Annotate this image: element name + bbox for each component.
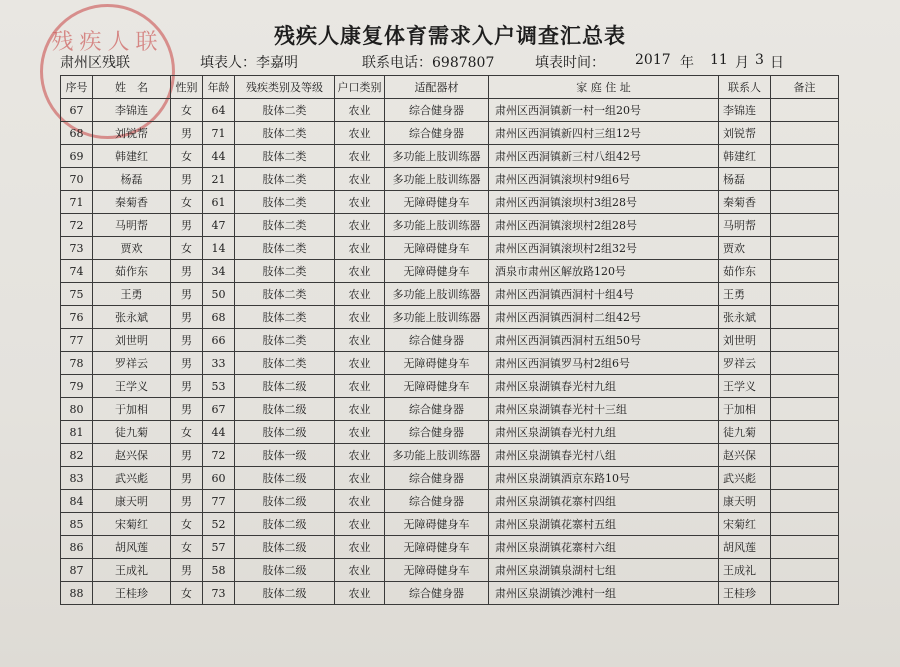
cell-remarks [771, 260, 839, 283]
cell-no: 70 [61, 168, 93, 191]
header-gender: 性别 [171, 76, 203, 99]
cell-address: 肃州区西洞镇西洞村五组50号 [489, 329, 719, 352]
cell-equipment: 综合健身器 [385, 582, 489, 605]
cell-no: 82 [61, 444, 93, 467]
cell-no: 87 [61, 559, 93, 582]
cell-contact: 秦菊香 [719, 191, 771, 214]
header-age: 年龄 [203, 76, 235, 99]
cell-contact: 王桂珍 [719, 582, 771, 605]
cell-name: 茹作东 [93, 260, 171, 283]
cell-address: 肃州区泉湖镇酒京东路10号 [489, 467, 719, 490]
cell-address: 肃州区泉湖镇花寨村五组 [489, 513, 719, 536]
cell-disability: 肢体二类 [235, 145, 335, 168]
cell-disability: 肢体二级 [235, 536, 335, 559]
cell-equipment: 综合健身器 [385, 421, 489, 444]
cell-disability: 肢体二类 [235, 168, 335, 191]
cell-remarks [771, 168, 839, 191]
cell-equipment: 多功能上肢训练器 [385, 306, 489, 329]
cell-name: 王成礼 [93, 559, 171, 582]
cell-remarks [771, 375, 839, 398]
cell-address: 肃州区西洞镇新一村一组20号 [489, 99, 719, 122]
cell-contact: 王成礼 [719, 559, 771, 582]
cell-contact: 韩建红 [719, 145, 771, 168]
cell-address: 肃州区西洞镇西洞村十组4号 [489, 283, 719, 306]
cell-hukou: 农业 [335, 145, 385, 168]
cell-contact: 刘锐帮 [719, 122, 771, 145]
cell-disability: 肢体二类 [235, 329, 335, 352]
cell-address: 肃州区泉湖镇春光村九组 [489, 375, 719, 398]
cell-address: 肃州区西洞镇滚坝村2组32号 [489, 237, 719, 260]
cell-hukou: 农业 [335, 513, 385, 536]
cell-gender: 女 [171, 513, 203, 536]
cell-gender: 男 [171, 122, 203, 145]
cell-name: 王学义 [93, 375, 171, 398]
cell-no: 83 [61, 467, 93, 490]
cell-hukou: 农业 [335, 490, 385, 513]
cell-remarks [771, 398, 839, 421]
date-label: 填表时间： [535, 55, 605, 71]
date-month: 11 [710, 52, 728, 68]
table-row [61, 582, 839, 605]
cell-contact: 贾欢 [719, 237, 771, 260]
cell-hukou: 农业 [335, 421, 385, 444]
cell-hukou: 农业 [335, 306, 385, 329]
cell-remarks [771, 306, 839, 329]
cell-gender: 男 [171, 375, 203, 398]
cell-address: 酒泉市肃州区解放路120号 [489, 260, 719, 283]
cell-name: 武兴彪 [93, 467, 171, 490]
cell-disability: 肢体二级 [235, 398, 335, 421]
cell-name: 贾欢 [93, 237, 171, 260]
cell-disability: 肢体二类 [235, 306, 335, 329]
date-year-unit: 年 [680, 55, 694, 71]
cell-remarks [771, 490, 839, 513]
survey-summary-table [60, 75, 839, 605]
cell-name: 李锦连 [93, 99, 171, 122]
cell-no: 72 [61, 214, 93, 237]
cell-disability: 肢体二级 [235, 490, 335, 513]
document-title: 残疾人康复体育需求入户调查汇总表 [274, 23, 626, 48]
filler-label: 填表人：李嘉明 [200, 55, 298, 71]
cell-age: 77 [203, 490, 235, 513]
cell-gender: 男 [171, 444, 203, 467]
cell-age: 33 [203, 352, 235, 375]
date-day: 3 [755, 52, 764, 68]
cell-address: 肃州区西洞镇新三村八组42号 [489, 145, 719, 168]
cell-age: 64 [203, 99, 235, 122]
cell-equipment: 无障碍健身车 [385, 536, 489, 559]
cell-equipment: 无障碍健身车 [385, 260, 489, 283]
cell-hukou: 农业 [335, 214, 385, 237]
table-row [61, 559, 839, 582]
cell-equipment: 综合健身器 [385, 398, 489, 421]
cell-address: 肃州区西洞镇滚坝村3组28号 [489, 191, 719, 214]
cell-remarks [771, 99, 839, 122]
cell-gender: 女 [171, 536, 203, 559]
cell-hukou: 农业 [335, 398, 385, 421]
cell-equipment: 无障碍健身车 [385, 352, 489, 375]
cell-no: 84 [61, 490, 93, 513]
cell-name: 王勇 [93, 283, 171, 306]
cell-gender: 男 [171, 168, 203, 191]
cell-name: 张永斌 [93, 306, 171, 329]
cell-no: 76 [61, 306, 93, 329]
cell-age: 66 [203, 329, 235, 352]
cell-address: 肃州区西洞镇西洞村二组42号 [489, 306, 719, 329]
cell-gender: 男 [171, 467, 203, 490]
cell-gender: 男 [171, 260, 203, 283]
cell-hukou: 农业 [335, 260, 385, 283]
cell-contact: 于加相 [719, 398, 771, 421]
cell-remarks [771, 559, 839, 582]
cell-remarks [771, 214, 839, 237]
cell-no: 86 [61, 536, 93, 559]
header-disability: 残疾类别及等级 [235, 76, 335, 99]
table-row [61, 444, 839, 467]
cell-no: 71 [61, 191, 93, 214]
date-day-unit: 日 [770, 55, 784, 71]
cell-gender: 女 [171, 145, 203, 168]
table-row [61, 191, 839, 214]
table-row [61, 145, 839, 168]
cell-contact: 王勇 [719, 283, 771, 306]
header-remarks: 备注 [771, 76, 839, 99]
cell-hukou: 农业 [335, 283, 385, 306]
table-row [61, 536, 839, 559]
cell-name: 宋菊红 [93, 513, 171, 536]
table-row [61, 237, 839, 260]
cell-address: 肃州区泉湖镇春光村十三组 [489, 398, 719, 421]
cell-age: 61 [203, 191, 235, 214]
cell-disability: 肢体二类 [235, 283, 335, 306]
cell-contact: 胡风莲 [719, 536, 771, 559]
table-row [61, 214, 839, 237]
cell-hukou: 农业 [335, 329, 385, 352]
cell-age: 21 [203, 168, 235, 191]
cell-equipment: 多功能上肢训练器 [385, 283, 489, 306]
cell-no: 78 [61, 352, 93, 375]
form-meta [60, 52, 860, 72]
cell-hukou: 农业 [335, 191, 385, 214]
cell-remarks [771, 191, 839, 214]
cell-remarks [771, 513, 839, 536]
cell-hukou: 农业 [335, 444, 385, 467]
cell-equipment: 多功能上肢训练器 [385, 168, 489, 191]
cell-name: 王桂珍 [93, 582, 171, 605]
cell-disability: 肢体一级 [235, 444, 335, 467]
cell-equipment: 综合健身器 [385, 490, 489, 513]
cell-equipment: 综合健身器 [385, 122, 489, 145]
cell-contact: 罗祥云 [719, 352, 771, 375]
cell-age: 57 [203, 536, 235, 559]
cell-gender: 女 [171, 582, 203, 605]
cell-name: 胡风莲 [93, 536, 171, 559]
cell-name: 康天明 [93, 490, 171, 513]
table-row [61, 490, 839, 513]
cell-age: 14 [203, 237, 235, 260]
cell-age: 73 [203, 582, 235, 605]
table-row [61, 283, 839, 306]
cell-disability: 肢体二级 [235, 375, 335, 398]
cell-equipment: 无障碍健身车 [385, 191, 489, 214]
cell-disability: 肢体二类 [235, 237, 335, 260]
cell-disability: 肢体二类 [235, 352, 335, 375]
cell-no: 88 [61, 582, 93, 605]
cell-hukou: 农业 [335, 375, 385, 398]
cell-remarks [771, 421, 839, 444]
cell-contact: 李锦连 [719, 99, 771, 122]
cell-gender: 女 [171, 237, 203, 260]
cell-disability: 肢体二类 [235, 99, 335, 122]
cell-hukou: 农业 [335, 168, 385, 191]
official-seal-text: 残疾人联 [51, 30, 164, 55]
cell-gender: 女 [171, 99, 203, 122]
cell-gender: 男 [171, 306, 203, 329]
cell-age: 47 [203, 214, 235, 237]
cell-age: 44 [203, 421, 235, 444]
cell-no: 73 [61, 237, 93, 260]
table-row [61, 329, 839, 352]
header-address: 家 庭 住 址 [489, 76, 719, 99]
cell-gender: 女 [171, 421, 203, 444]
cell-equipment: 无障碍健身车 [385, 513, 489, 536]
cell-gender: 女 [171, 191, 203, 214]
cell-disability: 肢体二级 [235, 467, 335, 490]
cell-disability: 肢体二级 [235, 582, 335, 605]
cell-equipment: 无障碍健身车 [385, 375, 489, 398]
cell-contact: 张永斌 [719, 306, 771, 329]
cell-hukou: 农业 [335, 352, 385, 375]
cell-age: 71 [203, 122, 235, 145]
table-row [61, 398, 839, 421]
cell-age: 44 [203, 145, 235, 168]
cell-gender: 男 [171, 490, 203, 513]
cell-age: 67 [203, 398, 235, 421]
cell-name: 杨磊 [93, 168, 171, 191]
cell-remarks [771, 283, 839, 306]
cell-address: 肃州区泉湖镇泉湖村七组 [489, 559, 719, 582]
cell-no: 74 [61, 260, 93, 283]
cell-no: 80 [61, 398, 93, 421]
table-row [61, 306, 839, 329]
cell-no: 85 [61, 513, 93, 536]
cell-gender: 男 [171, 214, 203, 237]
cell-equipment: 综合健身器 [385, 467, 489, 490]
cell-disability: 肢体二类 [235, 214, 335, 237]
table-row [61, 375, 839, 398]
cell-age: 53 [203, 375, 235, 398]
phone-label: 联系电话：6987807 [362, 55, 495, 71]
cell-name: 徒九菊 [93, 421, 171, 444]
cell-remarks [771, 467, 839, 490]
cell-remarks [771, 122, 839, 145]
cell-address: 肃州区泉湖镇春光村八组 [489, 444, 719, 467]
cell-address: 肃州区泉湖镇春光村九组 [489, 421, 719, 444]
cell-age: 58 [203, 559, 235, 582]
cell-gender: 男 [171, 559, 203, 582]
cell-hukou: 农业 [335, 536, 385, 559]
table-row [61, 168, 839, 191]
cell-name: 马明帮 [93, 214, 171, 237]
cell-age: 52 [203, 513, 235, 536]
cell-remarks [771, 582, 839, 605]
date-year: 2017 [635, 52, 671, 68]
header-name: 姓 名 [93, 76, 171, 99]
cell-equipment: 综合健身器 [385, 99, 489, 122]
cell-name: 罗祥云 [93, 352, 171, 375]
cell-hukou: 农业 [335, 122, 385, 145]
cell-no: 75 [61, 283, 93, 306]
reporting-unit: 肃州区残联 [60, 55, 130, 71]
cell-no: 68 [61, 122, 93, 145]
cell-hukou: 农业 [335, 467, 385, 490]
cell-age: 60 [203, 467, 235, 490]
header-contact: 联系人 [719, 76, 771, 99]
cell-address: 肃州区泉湖镇花寨村四组 [489, 490, 719, 513]
cell-name: 刘锐帮 [93, 122, 171, 145]
table-row [61, 352, 839, 375]
cell-no: 79 [61, 375, 93, 398]
cell-remarks [771, 444, 839, 467]
cell-hukou: 农业 [335, 237, 385, 260]
cell-no: 69 [61, 145, 93, 168]
header-hukou: 户口类别 [335, 76, 385, 99]
cell-gender: 男 [171, 352, 203, 375]
cell-equipment: 多功能上肢训练器 [385, 214, 489, 237]
table-row [61, 99, 839, 122]
table-row [61, 513, 839, 536]
table-row [61, 122, 839, 145]
cell-disability: 肢体二类 [235, 191, 335, 214]
cell-contact: 武兴彪 [719, 467, 771, 490]
table-row [61, 467, 839, 490]
cell-contact: 杨磊 [719, 168, 771, 191]
cell-name: 于加相 [93, 398, 171, 421]
cell-remarks [771, 329, 839, 352]
cell-address: 肃州区西洞镇罗马村2组6号 [489, 352, 719, 375]
cell-hukou: 农业 [335, 99, 385, 122]
cell-no: 81 [61, 421, 93, 444]
cell-address: 肃州区泉湖镇沙滩村一组 [489, 582, 719, 605]
cell-contact: 康天明 [719, 490, 771, 513]
cell-age: 50 [203, 283, 235, 306]
cell-disability: 肢体二类 [235, 260, 335, 283]
cell-name: 秦菊香 [93, 191, 171, 214]
date-month-unit: 月 [735, 55, 749, 71]
cell-gender: 男 [171, 283, 203, 306]
table-row [61, 421, 839, 444]
cell-contact: 茹作东 [719, 260, 771, 283]
cell-name: 刘世明 [93, 329, 171, 352]
cell-remarks [771, 237, 839, 260]
cell-contact: 宋菊红 [719, 513, 771, 536]
cell-contact: 赵兴保 [719, 444, 771, 467]
cell-equipment: 无障碍健身车 [385, 237, 489, 260]
cell-disability: 肢体二类 [235, 122, 335, 145]
cell-name: 赵兴保 [93, 444, 171, 467]
cell-remarks [771, 145, 839, 168]
cell-equipment: 无障碍健身车 [385, 559, 489, 582]
cell-disability: 肢体二级 [235, 421, 335, 444]
cell-disability: 肢体二级 [235, 559, 335, 582]
cell-equipment: 综合健身器 [385, 329, 489, 352]
cell-name: 韩建红 [93, 145, 171, 168]
cell-address: 肃州区西洞镇滚坝村2组28号 [489, 214, 719, 237]
cell-no: 67 [61, 99, 93, 122]
cell-equipment: 多功能上肢训练器 [385, 444, 489, 467]
cell-address: 肃州区西洞镇滚坝村9组6号 [489, 168, 719, 191]
cell-equipment: 多功能上肢训练器 [385, 145, 489, 168]
cell-age: 68 [203, 306, 235, 329]
cell-contact: 王学义 [719, 375, 771, 398]
cell-hukou: 农业 [335, 582, 385, 605]
cell-hukou: 农业 [335, 559, 385, 582]
cell-contact: 马明帮 [719, 214, 771, 237]
table-row [61, 260, 839, 283]
cell-remarks [771, 352, 839, 375]
cell-gender: 男 [171, 329, 203, 352]
cell-remarks [771, 536, 839, 559]
cell-age: 72 [203, 444, 235, 467]
cell-no: 77 [61, 329, 93, 352]
cell-disability: 肢体二级 [235, 513, 335, 536]
cell-age: 34 [203, 260, 235, 283]
header-no: 序号 [61, 76, 93, 99]
table-header-row [61, 76, 839, 99]
cell-contact: 刘世明 [719, 329, 771, 352]
cell-address: 肃州区泉湖镇花寨村六组 [489, 536, 719, 559]
cell-contact: 徒九菊 [719, 421, 771, 444]
cell-address: 肃州区西洞镇新四村三组12号 [489, 122, 719, 145]
header-equipment: 适配器材 [385, 76, 489, 99]
cell-gender: 男 [171, 398, 203, 421]
